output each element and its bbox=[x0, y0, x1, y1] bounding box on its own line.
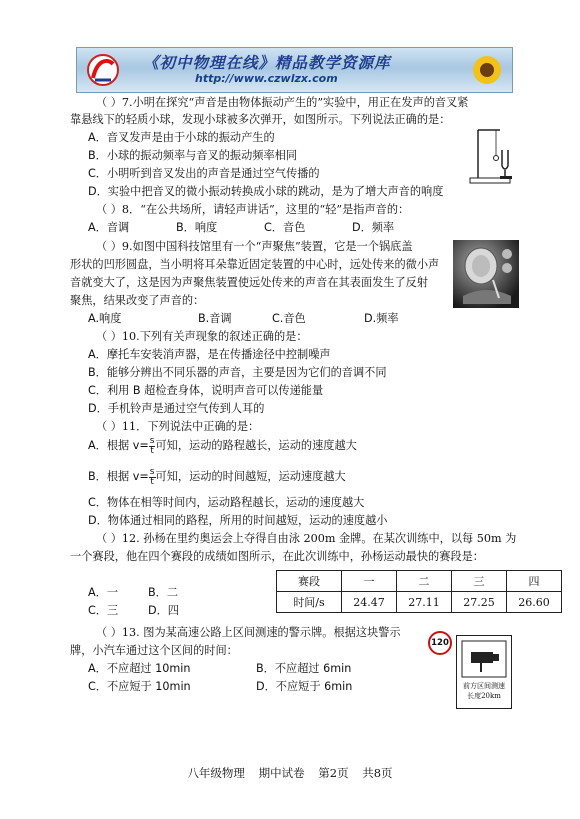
q13-option-d: D．不应短于 6min bbox=[256, 680, 353, 693]
q7-option-a: A．音叉发声是由于小球的振动产生的 bbox=[88, 131, 275, 144]
q11-b-suffix: 可知，运动的时间越短，运动速度越大 bbox=[155, 470, 346, 483]
table-cell: 26.60 bbox=[507, 592, 562, 613]
banner-url: http://www.czwlzx.com bbox=[195, 72, 338, 85]
q10-option-c: C．利用 B 超检查身体，说明声音可以传递能量 bbox=[88, 384, 324, 397]
table-row bbox=[277, 592, 562, 613]
q8-option-a: A．音调 bbox=[88, 221, 130, 234]
sign-text-line-1: 前方区间测速 bbox=[463, 682, 505, 690]
q9-option-d: D.频率 bbox=[364, 312, 399, 325]
table-header-cell: 三 bbox=[452, 571, 507, 592]
q13-line-1: （ ）13. 图为某高速公路上区间测速的警示牌。根据这块警示 bbox=[96, 626, 401, 639]
q10-option-a: A．摩托车安装消声器，是在传播途径中控制噪声 bbox=[88, 348, 331, 361]
q11-stem: （ ）11．下列说法中正确的是： bbox=[96, 420, 260, 433]
q10-option-d: D．手机铃声是通过空气传到人耳的 bbox=[88, 402, 265, 415]
q7-line-1: （ ）7.小明在探究“声音是由物体振动产生的”实验中，用正在发声的音叉紧 bbox=[96, 96, 469, 109]
sign-board bbox=[456, 635, 512, 709]
speed-limit-circle: 120 bbox=[428, 631, 452, 655]
table-header-cell: 一 bbox=[342, 571, 397, 592]
q8-stem: （ ）8．“在公共场所，请轻声讲话”，这里的“轻”是指声音的： bbox=[96, 203, 410, 216]
q11-a-prefix: A．根据 v= bbox=[88, 439, 149, 452]
page-footer: 八年级物理 期中试卷 第2页 共8页 bbox=[187, 766, 393, 780]
q7-line-2: 靠悬线下的轻质小球，发现小球被多次弹开，如图所示。下列说法正确的是： bbox=[70, 113, 451, 126]
table-header-cell: 赛段 bbox=[277, 571, 342, 592]
q11-b-prefix: B．根据 v= bbox=[88, 470, 149, 483]
q9-option-c: C.音色 bbox=[272, 312, 306, 325]
section-speed-sign bbox=[428, 631, 514, 709]
table-header-cell: 二 bbox=[397, 571, 452, 592]
formula-v-s-over-t bbox=[149, 468, 156, 487]
camera-icon bbox=[461, 640, 507, 678]
banner-title: 《初中物理在线》精品教学资源库 bbox=[143, 53, 391, 72]
table-cell: 27.25 bbox=[452, 592, 507, 613]
header-banner bbox=[76, 47, 513, 93]
q8-option-c: C．音色 bbox=[264, 221, 306, 234]
q7-option-b: B．小球的振动频率与音叉的振动频率相同 bbox=[88, 149, 298, 162]
q8-option-d: D．频率 bbox=[352, 221, 395, 234]
q11-option-c: C．物体在相等时间内，运动路程越长，运动的速度越大 bbox=[88, 496, 365, 509]
q12-option-b: B．二 bbox=[148, 586, 179, 599]
q7-option-d: D．实验中把音叉的微小振动转换成小球的跳动，是为了增大声音的响度 bbox=[88, 185, 444, 198]
q7-option-c: C．小明听到音叉发出的声音是通过空气传播的 bbox=[88, 167, 320, 180]
q9-option-a: A.响度 bbox=[88, 312, 122, 325]
q9-line-4: 聚焦，结果改变了声音的： bbox=[70, 294, 205, 307]
sign-text-line-2: 长度20km bbox=[467, 692, 501, 700]
tuning-fork-apparatus-figure bbox=[466, 126, 524, 188]
q11-option-a bbox=[88, 431, 357, 461]
q12-option-a: A．一 bbox=[88, 586, 119, 599]
q13-line-2: 牌，小汽车通过这个区间的时间： bbox=[70, 644, 238, 657]
q11-a-suffix: 可知，运动的路程越长，运动的速度越大 bbox=[155, 439, 357, 452]
q13-option-b: B．不应超过 6min bbox=[256, 662, 352, 675]
q11-option-b bbox=[88, 462, 346, 492]
q10-stem: （ ）10.下列有关声现象的叙述正确的是： bbox=[96, 330, 308, 343]
q9-line-3: 音就变大了，这是因为声聚焦装置使远处传来的声音在其表面发生了反射 bbox=[70, 276, 429, 289]
fraction-denominator: t bbox=[150, 445, 154, 456]
q9-line-2: 形状的凹形圆盘，当小明将耳朵靠近固定装置的中心时，远处传来的微小声 bbox=[70, 258, 440, 271]
site-logo-icon bbox=[83, 52, 123, 88]
q11-option-d: D．物体通过相同的路程，所用的时间越短，运动的速度越小 bbox=[88, 514, 388, 527]
sound-focus-dish-photo bbox=[453, 240, 519, 308]
q10-option-b: B．能够分辨出不同乐器的声音，主要是因为它们的音调不同 bbox=[88, 366, 387, 379]
table-header-cell: 四 bbox=[507, 571, 562, 592]
table-cell: 24.47 bbox=[342, 592, 397, 613]
race-segment-table bbox=[276, 570, 562, 613]
fraction-numerator: s bbox=[149, 466, 155, 477]
fraction-numerator: s bbox=[149, 435, 155, 446]
table-cell: 时间/s bbox=[277, 592, 342, 613]
q12-option-d: D．四 bbox=[148, 604, 179, 617]
q9-line-1: （ ）9.如图中国科技馆里有一个“声聚焦”装置，它是一个锅底盖 bbox=[96, 240, 413, 253]
q13-option-c: C．不应短于 10min bbox=[88, 680, 191, 693]
q9-option-b: B.音调 bbox=[198, 312, 232, 325]
q8-option-b: B．响度 bbox=[176, 221, 218, 234]
table-row bbox=[277, 571, 562, 592]
sunflower-icon bbox=[470, 53, 504, 87]
q12-line-2: 一个赛段，他在四个赛段的成绩如图所示，在此次训练中，孙杨运动最快的赛段是： bbox=[70, 550, 484, 563]
q12-option-c: C．三 bbox=[88, 604, 119, 617]
table-cell: 27.11 bbox=[397, 592, 452, 613]
q12-line-1: （ ）12. 孙杨在里约奥运会上夺得自由泳 200m 金牌。在某次训练中，以每 50m 为 bbox=[96, 532, 517, 545]
fraction-denominator: t bbox=[150, 476, 154, 487]
q13-option-a: A．不应超过 10min bbox=[88, 662, 191, 675]
